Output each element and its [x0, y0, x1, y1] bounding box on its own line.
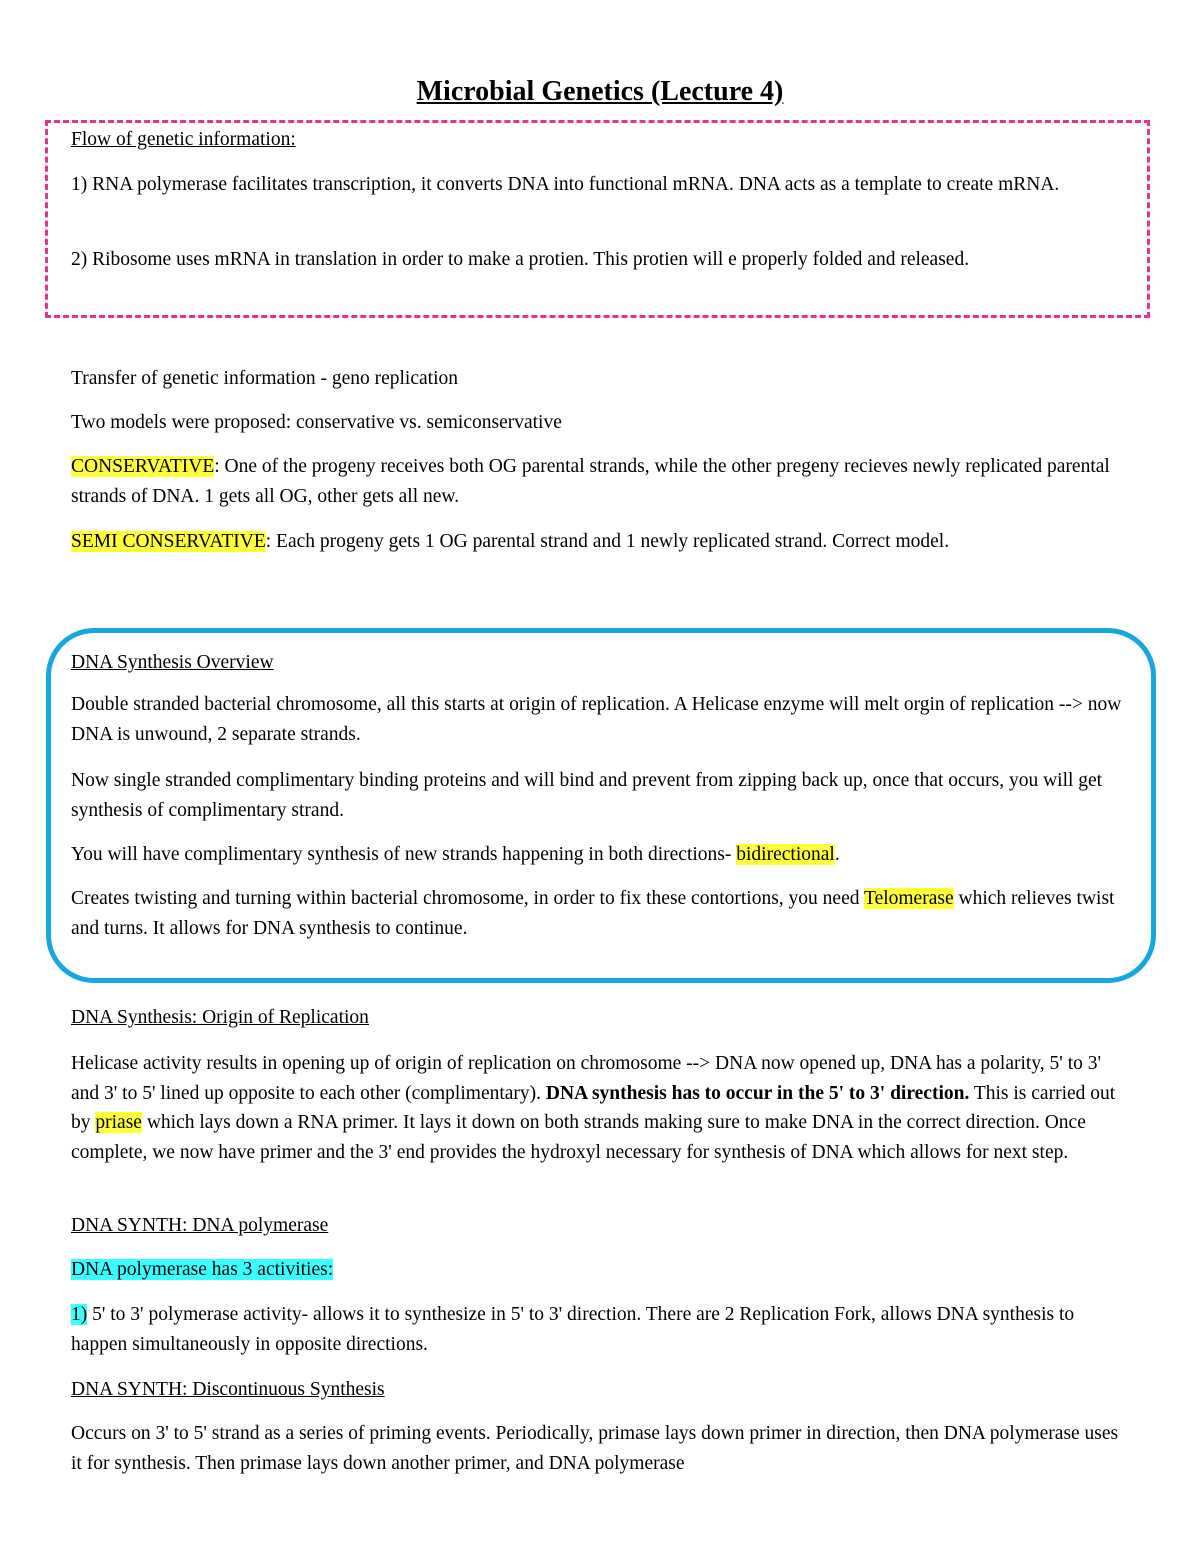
origin-text-c: which lays down a RNA primer. It lays it down on both strands making sure to make DNA in the correct direction. Once complete, we now have primer and the 3' end provides the hydroxyl necessary for synthesis of DNA which allows for next step. [71, 1112, 1086, 1163]
semiconservative-term: SEMI CONSERVATIVE [71, 531, 266, 552]
priase-term: priase [95, 1112, 142, 1133]
transfer-line-1: Transfer of genetic information - geno replication [71, 368, 458, 389]
origin-text-a: Helicase activity results in opening up of origin of replication on chromosome --> DNA now opened up, DNA has a polarity, 5' to 3' and 3' to 5' lined up opposite to each other (complimentary). [71, 1053, 1102, 1104]
polymerase-activities-highlight: DNA polymerase has 3 activities: [71, 1259, 334, 1280]
discontinuous-heading: DNA SYNTH: Discontinuous Synthesis [71, 1379, 385, 1400]
overview-paragraph-4 [71, 884, 1131, 943]
flow-paragraph-1: 1) RNA polymerase facilitates transcription, it converts DNA into functional mRNA. DNA acts as a template to create mRNA. [71, 174, 1060, 195]
telomerase-term: Telomerase [864, 888, 954, 909]
discontinuous-paragraph: Occurs on 3' to 5' strand as a series of priming events. Periodically, primase lays down primer in direction, then DNA polymerase uses it for synthesis. Then primase lays down another primer, and DNA polymerase [71, 1423, 1119, 1474]
page-title: Microbial Genetics (Lecture 4) [416, 76, 784, 107]
origin-heading: DNA Synthesis: Origin of Replication [71, 1007, 369, 1028]
overview-p4-text: Creates twisting and turning within bacterial chromosome, in order to fix these contortions, you need [71, 888, 865, 909]
overview-heading: DNA Synthesis Overview [71, 652, 274, 673]
overview-p3-text: You will have complimentary synthesis of new strands happening in both directions- [71, 844, 737, 865]
conservative-term: CONSERVATIVE [71, 456, 215, 477]
polymerase-item-text: 5' to 3' polymerase activity- allows it to synthesize in 5' to 3' direction. There are 2 Replication Fork, allows DNA synthesis to happen simultaneously in opposite directions. [71, 1304, 1075, 1355]
transfer-line-2: Two models were proposed: conservative vs. semiconservative [71, 412, 562, 433]
overview-paragraph-1: Double stranded bacterial chromosome, all this starts at origin of replication. A Helicase enzyme will melt orgin of replication --> now DNA is unwound, 2 separate strands. [71, 694, 1122, 745]
conservative-paragraph [71, 452, 1131, 511]
origin-text-b: This is carried out by [71, 1082, 1116, 1133]
overview-paragraph-2: Now single stranded complimentary binding proteins and will bind and prevent from zipping back up, once that occurs, you will get synthesis of complimentary strand. [71, 770, 1103, 821]
polymerase-highlight-line [71, 1255, 1131, 1285]
overview-p3-end: . [834, 844, 840, 865]
item-number: 1) [71, 1304, 88, 1325]
polymerase-heading: DNA SYNTH: DNA polymerase [71, 1215, 329, 1236]
origin-paragraph [71, 1049, 1131, 1167]
semiconservative-paragraph [71, 527, 1131, 557]
flow-paragraph-2: 2) Ribosome uses mRNA in translation in order to make a protien. This protien will e properly folded and released. [71, 249, 970, 270]
conservative-text: : One of the progeny receives both OG parental strands, while the other pregeny recieves newly replicated parental strands of DNA. 1 gets all OG, other gets all new. [71, 456, 1110, 507]
polymerase-item-1 [71, 1300, 1131, 1359]
origin-bold-text: DNA synthesis has to occur in the 5' to 3' direction. [545, 1082, 970, 1104]
bidirectional-term: bidirectional [736, 844, 835, 865]
flow-heading: Flow of genetic information: [71, 129, 296, 150]
semiconservative-text: : Each progeny gets 1 OG parental strand and 1 newly replicated strand. Correct model. [265, 531, 950, 552]
overview-paragraph-3 [71, 840, 1131, 870]
overview-p4-end: which relieves twist and turns. It allows for DNA synthesis to continue. [71, 888, 1115, 939]
